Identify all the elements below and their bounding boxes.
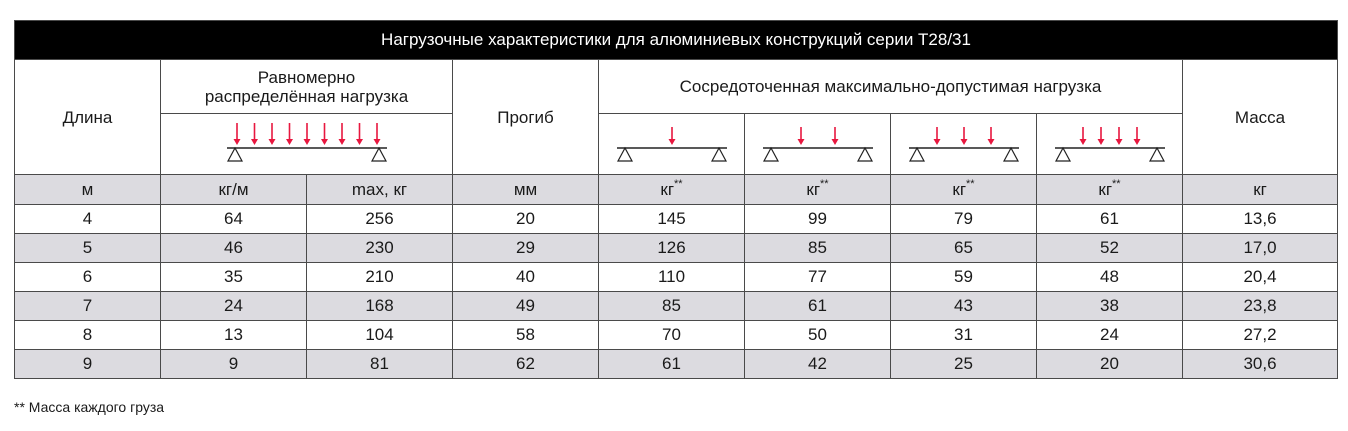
cell-mass: 17,0 xyxy=(1183,234,1338,263)
cell-point-3: 59 xyxy=(891,263,1037,292)
table-row xyxy=(15,205,1338,234)
load-arrow-head xyxy=(987,139,994,145)
cell-uniform-per-m: 9 xyxy=(161,350,307,379)
uniform-load-diagram-cell xyxy=(161,114,453,175)
mass-header: Масса xyxy=(1183,60,1338,175)
load-arrow-head xyxy=(251,139,258,145)
cell-point-2: 85 xyxy=(745,234,891,263)
deflection-header: Прогиб xyxy=(453,60,599,175)
support-triangle-icon xyxy=(228,148,242,161)
point-load-header: Сосредоточенная максимально-допустимая нагрузка xyxy=(599,60,1183,114)
load-arrow-head xyxy=(233,139,240,145)
cell-point-1: 110 xyxy=(599,263,745,292)
cell-point-3: 65 xyxy=(891,234,1037,263)
cell-point-3: 79 xyxy=(891,205,1037,234)
table-row xyxy=(15,263,1338,292)
cell-uniform-max: 210 xyxy=(307,263,453,292)
footnote: ** Масса каждого груза xyxy=(14,399,165,415)
unit-point-4-label: кг xyxy=(1098,179,1113,199)
unit-point-3 xyxy=(891,175,1037,205)
cell-point-2: 77 xyxy=(745,263,891,292)
cell-point-3: 31 xyxy=(891,321,1037,350)
cell-point-1: 126 xyxy=(599,234,745,263)
cell-point-4: 24 xyxy=(1037,321,1183,350)
load-arrow-head xyxy=(286,139,293,145)
load-arrow-head xyxy=(668,139,675,145)
support-triangle-icon xyxy=(1150,148,1164,161)
cell-point-4: 20 xyxy=(1037,350,1183,379)
load-table-container xyxy=(14,20,1337,379)
load-characteristics-table xyxy=(14,20,1338,379)
load-arrow-head xyxy=(268,139,275,145)
cell-length: 5 xyxy=(15,234,161,263)
cell-mass: 27,2 xyxy=(1183,321,1338,350)
cell-length: 9 xyxy=(15,350,161,379)
cell-point-4: 48 xyxy=(1037,263,1183,292)
cell-uniform-per-m: 24 xyxy=(161,292,307,321)
cell-point-4: 61 xyxy=(1037,205,1183,234)
table-title: Нагрузочные характеристики для алюминиевых конструкций серии T28/31 xyxy=(15,21,1338,60)
cell-mass: 23,8 xyxy=(1183,292,1338,321)
single-point-load-icon xyxy=(607,121,737,167)
unit-deflection: мм xyxy=(453,175,599,205)
cell-point-2: 50 xyxy=(745,321,891,350)
cell-point-2: 61 xyxy=(745,292,891,321)
unit-mass: кг xyxy=(1183,175,1338,205)
unit-point-2-label: кг xyxy=(806,179,821,199)
cell-mass: 30,6 xyxy=(1183,350,1338,379)
cell-deflection: 62 xyxy=(453,350,599,379)
point-load-2-diagram-cell xyxy=(745,114,891,175)
unit-point-1-label: кг xyxy=(660,179,675,199)
cell-deflection: 20 xyxy=(453,205,599,234)
support-triangle-icon xyxy=(858,148,872,161)
cell-length: 7 xyxy=(15,292,161,321)
cell-point-3: 43 xyxy=(891,292,1037,321)
support-triangle-icon xyxy=(618,148,632,161)
cell-point-3: 25 xyxy=(891,350,1037,379)
cell-point-1: 85 xyxy=(599,292,745,321)
cell-point-2: 99 xyxy=(745,205,891,234)
footnote-mark: ** xyxy=(674,177,683,190)
load-arrow-head xyxy=(303,139,310,145)
unit-uniform-per-m: кг/м xyxy=(161,175,307,205)
support-triangle-icon xyxy=(372,148,386,161)
point-load-3-diagram-cell xyxy=(891,114,1037,175)
uniform-load-header-line1: Равномерно xyxy=(257,67,356,87)
cell-uniform-per-m: 46 xyxy=(161,234,307,263)
cell-point-1: 61 xyxy=(599,350,745,379)
load-arrow-head xyxy=(797,139,804,145)
load-arrow-head xyxy=(1115,139,1122,145)
cell-uniform-per-m: 13 xyxy=(161,321,307,350)
support-triangle-icon xyxy=(764,148,778,161)
table-row xyxy=(15,350,1338,379)
three-point-load-icon xyxy=(899,121,1029,167)
cell-uniform-per-m: 64 xyxy=(161,205,307,234)
unit-point-3-label: кг xyxy=(952,179,967,199)
cell-deflection: 58 xyxy=(453,321,599,350)
load-arrow-head xyxy=(356,139,363,145)
four-point-load-icon xyxy=(1045,121,1175,167)
cell-length: 8 xyxy=(15,321,161,350)
load-arrow-head xyxy=(1097,139,1104,145)
support-triangle-icon xyxy=(1056,148,1070,161)
cell-deflection: 40 xyxy=(453,263,599,292)
cell-point-1: 70 xyxy=(599,321,745,350)
unit-point-4 xyxy=(1037,175,1183,205)
cell-uniform-max: 230 xyxy=(307,234,453,263)
footnote-mark: ** xyxy=(966,177,975,190)
cell-point-1: 145 xyxy=(599,205,745,234)
table-row xyxy=(15,234,1338,263)
cell-length: 6 xyxy=(15,263,161,292)
cell-point-4: 38 xyxy=(1037,292,1183,321)
uniformly-distributed-load-icon xyxy=(217,121,397,167)
unit-length: м xyxy=(15,175,161,205)
load-arrow-head xyxy=(960,139,967,145)
load-arrow-head xyxy=(321,139,328,145)
load-arrow-head xyxy=(933,139,940,145)
support-triangle-icon xyxy=(712,148,726,161)
load-arrow-head xyxy=(831,139,838,145)
cell-deflection: 29 xyxy=(453,234,599,263)
length-header: Длина xyxy=(15,60,161,175)
cell-uniform-max: 104 xyxy=(307,321,453,350)
two-point-load-icon xyxy=(753,121,883,167)
cell-point-2: 42 xyxy=(745,350,891,379)
cell-length: 4 xyxy=(15,205,161,234)
support-triangle-icon xyxy=(1004,148,1018,161)
table-row xyxy=(15,292,1338,321)
load-arrow-head xyxy=(338,139,345,145)
uniform-load-header xyxy=(161,60,453,114)
load-arrow-head xyxy=(373,139,380,145)
table-row xyxy=(15,321,1338,350)
cell-uniform-per-m: 35 xyxy=(161,263,307,292)
footnote-mark: ** xyxy=(1112,177,1121,190)
cell-point-4: 52 xyxy=(1037,234,1183,263)
cell-mass: 13,6 xyxy=(1183,205,1338,234)
point-load-4-diagram-cell xyxy=(1037,114,1183,175)
unit-point-2 xyxy=(745,175,891,205)
load-arrow-head xyxy=(1079,139,1086,145)
cell-uniform-max: 168 xyxy=(307,292,453,321)
cell-uniform-max: 256 xyxy=(307,205,453,234)
table-body xyxy=(15,205,1338,379)
footnote-mark: ** xyxy=(820,177,829,190)
cell-deflection: 49 xyxy=(453,292,599,321)
cell-mass: 20,4 xyxy=(1183,263,1338,292)
cell-uniform-max: 81 xyxy=(307,350,453,379)
support-triangle-icon xyxy=(910,148,924,161)
point-load-1-diagram-cell xyxy=(599,114,745,175)
load-arrow-head xyxy=(1133,139,1140,145)
unit-uniform-max: max, кг xyxy=(307,175,453,205)
unit-point-1 xyxy=(599,175,745,205)
uniform-load-header-line2: распределённая нагрузка xyxy=(204,86,409,106)
